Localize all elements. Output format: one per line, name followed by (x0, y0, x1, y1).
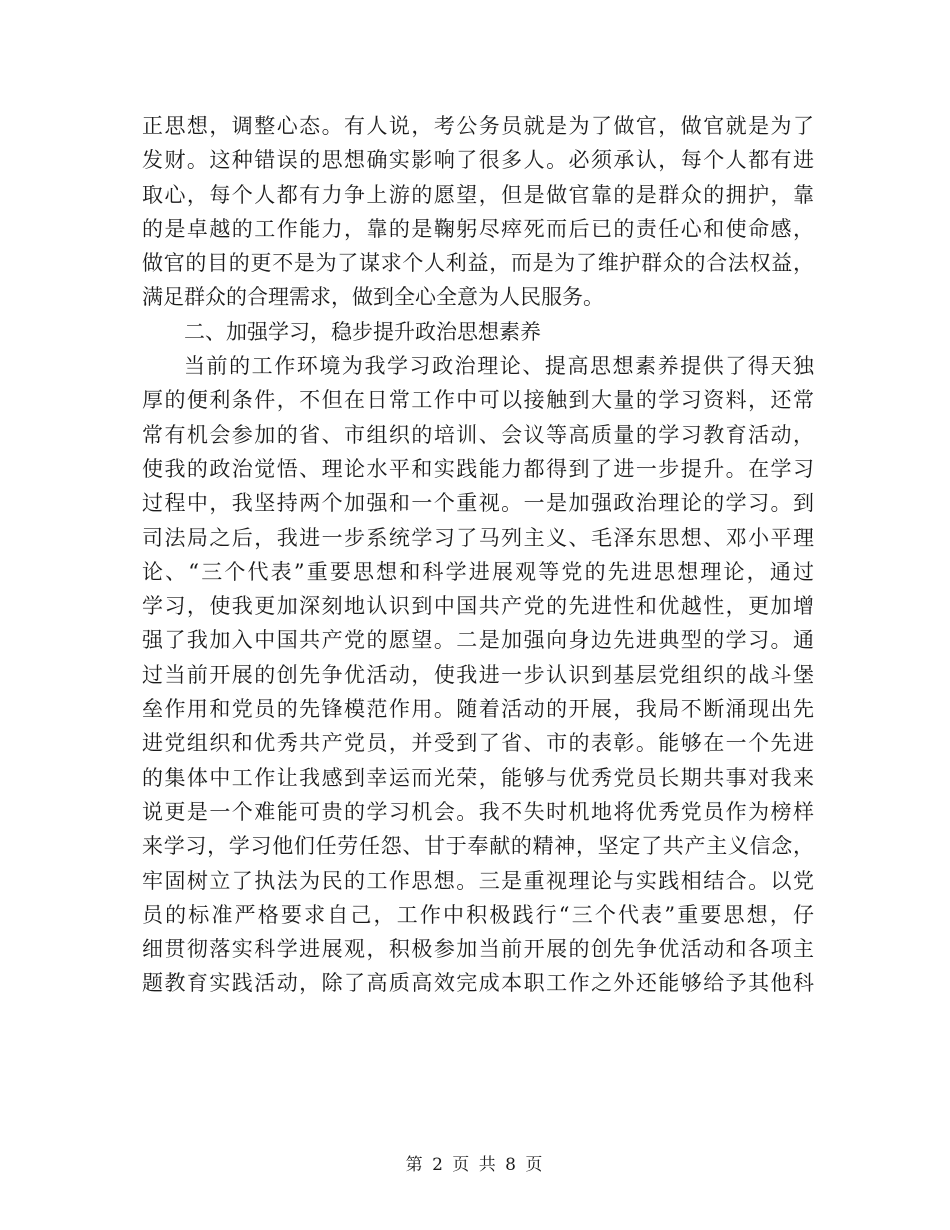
body-text (142, 109, 814, 1001)
section-heading: 二、加强学习，稳步提升政治思想素养 (184, 319, 541, 344)
text-line: 强了我加入中国共产党的愿望。二是加强向身边先进典型的学习。通 (142, 628, 814, 653)
text-line: 常有机会参加的省、市组织的培训、会议等高质量的学习教育活动， (142, 422, 814, 447)
text-line: 取心，每个人都有力争上游的愿望，但是做官靠的是群众的拥护，靠 (142, 182, 814, 207)
text-line: 做官的目的更不是为了谋求个人利益，而是为了维护群众的合法权益， (142, 251, 814, 276)
text-line: 细贯彻落实科学进展观，积极参加当前开展的创先争优活动和各项主 (142, 937, 814, 962)
text-line: 员的标准严格要求自己，工作中积极践行“三个代表”重要思想，仔 (142, 902, 814, 927)
text-line: 正思想，调整心态。有人说，考公务员就是为了做官，做官就是为了 (142, 114, 814, 138)
text-line: 牢固树立了执法为民的工作思想。三是重视理论与实践相结合。以党 (142, 868, 814, 893)
text-line: 发财。这种错误的思想确实影响了很多人。必须承认，每个人都有进 (142, 148, 814, 173)
text-line: 题教育实践活动，除了高质高效完成本职工作之外还能够给予其他科 (142, 971, 814, 996)
text-line: 的是卓越的工作能力，靠的是鞠躬尽瘁死而后已的责任心和使命感， (142, 216, 814, 241)
text-line: 司法局之后，我进一步系统学习了马列主义、毛泽东思想、邓小平理 (142, 525, 814, 550)
text-line: 学习，使我更加深刻地认识到中国共产党的先进性和优越性，更加增 (142, 594, 814, 619)
text-line: 使我的政治觉悟、理论水平和实践能力都得到了进一步提升。在学习 (142, 456, 814, 481)
text-line: 说更是一个难能可贵的学习机会。我不失时机地将优秀党员作为榜样 (142, 799, 814, 824)
text-line: 满足群众的合理需求，做到全心全意为人民服务。 (142, 285, 604, 310)
text-line: 论、“三个代表”重要思想和科学进展观等党的先进思想理论，通过 (142, 559, 814, 584)
text-line: 来学习，学习他们任劳任怨、甘于奉献的精神，坚定了共产主义信念， (142, 834, 814, 859)
text-line: 垒作用和党员的先锋模范作用。随着活动的开展，我局不断涌现出先 (142, 697, 814, 722)
text-line: 过当前开展的创先争优活动，使我进一步认识到基层党组织的战斗堡 (142, 662, 814, 687)
page-footer: 第 2 页 共 8 页 (405, 1155, 545, 1175)
text-line: 的集体中工作让我感到幸运而光荣，能够与优秀党员长期共事对我来 (142, 765, 814, 790)
text-line: 当前的工作环境为我学习政治理论、提高思想素养提供了得天独 (184, 354, 814, 379)
text-line: 厚的便利条件，不但在日常工作中可以接触到大量的学习资料，还常 (142, 388, 814, 413)
text-line: 过程中，我坚持两个加强和一个重视。一是加强政治理论的学习。到 (142, 491, 814, 516)
text-line: 进党组织和优秀共产党员，并受到了省、市的表彰。能够在一个先进 (142, 731, 814, 756)
